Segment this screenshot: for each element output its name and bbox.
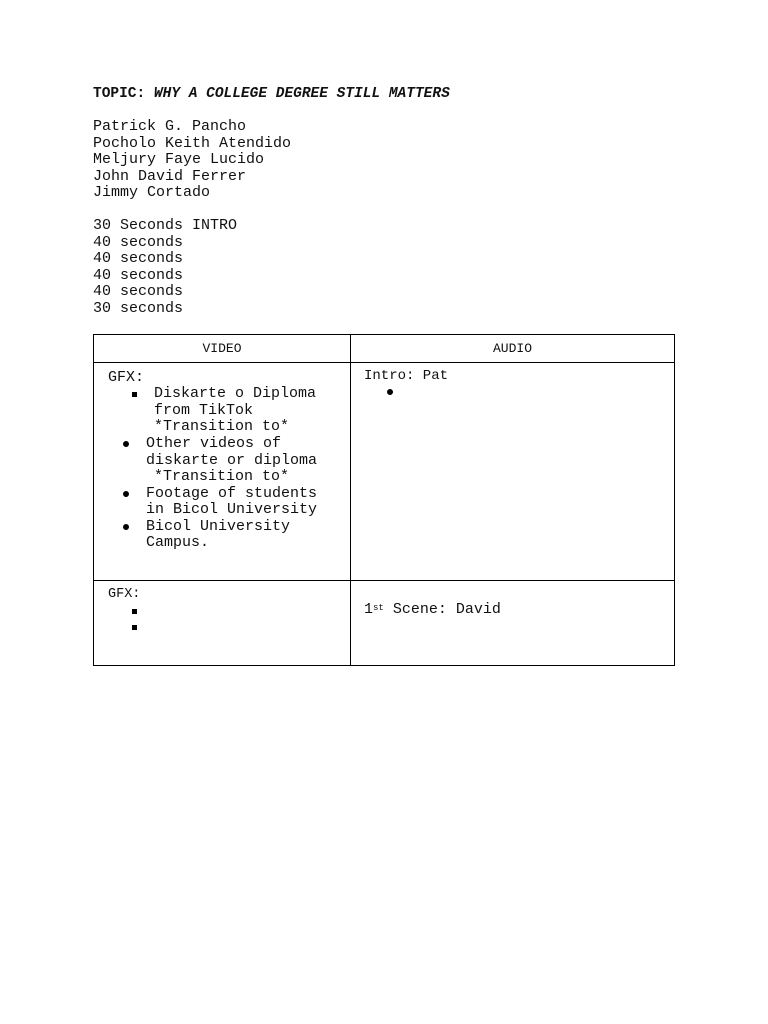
audio-cell	[351, 580, 675, 665]
timing-item: 40 seconds	[93, 283, 184, 301]
round-bullet-icon	[123, 524, 129, 530]
list-item	[108, 436, 342, 486]
scene-ordinal-suffix: st	[373, 602, 384, 613]
script-table	[93, 334, 675, 666]
audio-intro-label: Intro: Pat	[364, 367, 449, 384]
list-item-text: in Bicol University	[146, 501, 318, 519]
gfx-bullet-list	[108, 436, 342, 552]
topic-label: TOPIC:	[93, 86, 154, 102]
audio-bullet-list	[364, 384, 666, 400]
list-item-text: Other videos of	[146, 434, 282, 452]
round-bullet-icon	[123, 441, 129, 447]
member-list	[93, 119, 683, 202]
list-item	[108, 519, 342, 552]
audio-column-header: AUDIO	[351, 334, 675, 362]
list-item-text: Bicol University	[146, 517, 291, 535]
timing-list	[93, 218, 683, 318]
member-name: John David Ferrer	[93, 167, 247, 185]
list-item	[108, 386, 342, 436]
audio-cell	[351, 362, 675, 580]
table-header-row	[94, 334, 675, 362]
square-bullet-icon	[132, 625, 137, 630]
round-bullet-icon	[123, 491, 129, 497]
scene-number: 1	[364, 600, 374, 618]
table-row	[94, 362, 675, 580]
square-bullet-icon	[132, 609, 137, 614]
list-item	[108, 486, 342, 519]
video-column-header: VIDEO	[94, 334, 351, 362]
list-item-text: from TikTok	[154, 401, 254, 419]
topic-title: WHY A COLLEGE DEGREE STILL MATTERS	[153, 86, 450, 102]
document-page	[93, 86, 683, 666]
member-name: Jimmy Cortado	[93, 184, 211, 202]
timing-item: 40 seconds	[93, 266, 184, 284]
member-name: Patrick G. Pancho	[93, 118, 247, 135]
list-item-text: Campus.	[146, 534, 210, 552]
gfx-square-list	[108, 603, 342, 635]
scene-text: Scene: David	[383, 600, 501, 618]
list-item-text: Footage of students	[146, 484, 318, 502]
square-bullet-icon	[132, 392, 137, 397]
gfx-label: GFX:	[108, 586, 141, 602]
list-item	[364, 384, 666, 400]
list-item	[108, 619, 342, 635]
video-cell	[94, 362, 351, 580]
timing-item: 40 seconds	[93, 233, 184, 251]
transition-note: *Transition to*	[154, 418, 290, 436]
timing-item: 30 Seconds INTRO	[93, 216, 238, 234]
table-row	[94, 580, 675, 665]
transition-note: *Transition to*	[154, 468, 290, 486]
timing-item: 40 seconds	[93, 250, 184, 268]
video-cell	[94, 580, 351, 665]
round-bullet-icon	[387, 389, 393, 395]
topic-heading	[93, 86, 683, 103]
scene-label	[364, 601, 666, 618]
gfx-square-list	[108, 386, 342, 436]
timing-item: 30 seconds	[93, 299, 184, 317]
list-item-text: diskarte or diploma	[146, 451, 318, 469]
member-name: Meljury Faye Lucido	[93, 151, 265, 169]
list-item	[108, 603, 342, 619]
member-name: Pocholo Keith Atendido	[93, 134, 292, 152]
gfx-label: GFX:	[108, 368, 145, 386]
list-item-text: Diskarte o Diploma	[154, 385, 317, 403]
